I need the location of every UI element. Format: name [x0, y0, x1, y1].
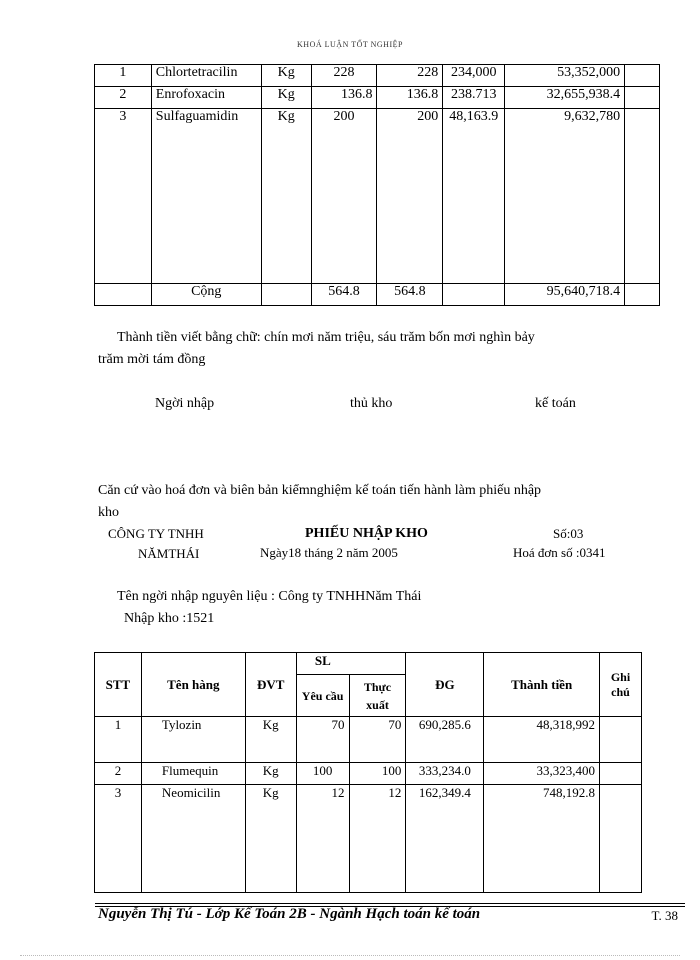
subheader-row: Yêu cầu Thực xuất [95, 675, 642, 717]
table-row: 1 Tylozin Kg 70 70 690,285.6 48,318,992 [95, 717, 642, 763]
invoice-number: Hoá đơn số :0341 [513, 545, 606, 560]
table-row: 1 Chlortetracilin Kg 228 228 234,000 53,352,000 [95, 65, 660, 87]
total-row: Cộng 564.8 564.8 95,640,718.4 [95, 284, 660, 306]
page-number: T. 38 [651, 908, 678, 923]
signature-receiver: Ngời nhập [155, 396, 215, 411]
page-header: KHOÁ LUẬN TỐT NGHIỆP [297, 40, 403, 49]
amount-in-words-line2: trăm mời tám đồng [98, 352, 206, 367]
table-row: 3 Neomicilin Kg 12 12 162,349.4 748,192.8 [95, 785, 642, 893]
company-name-line2: NĂMTHÁI [138, 546, 200, 561]
company-name-line1: CÔNG TY TNHH [108, 526, 204, 541]
signature-accountant: kế toán [535, 396, 576, 411]
warehouse-line: Nhập kho :1521 [124, 611, 215, 626]
amount-in-words-line1: Thành tiền viết bằng chữ: chín mơi năm triệu, sáu trăm bốn mơi nghìn bảy [117, 330, 535, 345]
form-title: PHIẾU NHẬP KHO [305, 526, 428, 541]
receipt-table [94, 652, 642, 893]
form-number: Số:03 [553, 526, 584, 541]
table-row: 2 Enrofoxacin Kg 136.8 136.8 238.713 32,655,938.4 [95, 87, 660, 109]
materials-table-continued [94, 64, 660, 306]
intro-line2: kho [98, 505, 119, 520]
footer-rule [95, 903, 685, 904]
table-row: 3 Sulfaguamidin Kg 200 200 48,163.9 9,632,780 [95, 109, 660, 284]
form-date: Ngày18 tháng 2 năm 2005 [260, 545, 398, 560]
header-row: STT Tên hàng ĐVT SL ĐG Thành tiền Ghi chú [95, 653, 642, 675]
footer-author: Nguyễn Thị Tú - Lớp Kế Toán 2B - Ngành Hạch toán kế toán [98, 906, 481, 922]
supplier-line: Tên ngời nhập nguyên liệu : Công ty TNHHNăm Thái [117, 589, 422, 604]
table-row: 2 Flumequin Kg 100 100 333,234.0 33,323,400 [95, 763, 642, 785]
page-bottom-divider [20, 955, 680, 956]
intro-line1: Căn cứ vào hoá đơn và biên bản kiểmnghiệm kế toán tiến hành làm phiếu nhập [98, 483, 542, 498]
signature-keeper: thủ kho [350, 396, 393, 411]
